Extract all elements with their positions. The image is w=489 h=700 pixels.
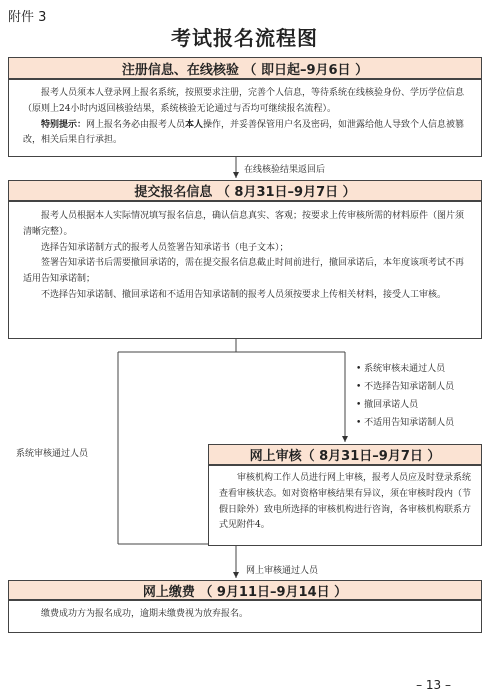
- step1-special-note: 特别提示：网上报名务必由报考人员本人操作，并妥善保管用户名及密码，如泄露给他人导致个人信息被篡改，相关后果自行承担。: [23, 119, 465, 146]
- step3-body: [208, 465, 482, 546]
- special-label: 特别提示：: [41, 119, 87, 130]
- step2-paragraph-2: 选择告知承诺制方式的报考人员签署告知承诺书（电子文本）；: [41, 242, 289, 253]
- page-number: – 13 –: [416, 678, 451, 692]
- step4-body: [8, 600, 482, 633]
- bullet-item: • 系统审核未通过人员: [356, 360, 454, 378]
- label-online-result: 在线核验结果返回后: [244, 165, 326, 175]
- label-online-pass: 网上审核通过人员: [246, 566, 319, 576]
- step1-header: 注册信息、在线核验 （ 即日起–9月6日 ）: [8, 57, 482, 79]
- step3-header: 网上审核（ 8月31日–9月7日 ）: [208, 444, 482, 465]
- attachment-label: 附件 3: [8, 10, 47, 25]
- step2-paragraph-1: 报考人员根据本人实际情况填写报名信息，确认信息真实、客观；按要求上传审核所需的材料原件（图片须清晰完整）。: [23, 211, 465, 237]
- step2-body: [8, 201, 482, 339]
- step4-paragraph: 缴费成功方为报名成功，逾期未缴费视为放弃报名。: [41, 609, 249, 619]
- step4-header: 网上缴费 （ 9月11日–9月14日 ）: [8, 580, 482, 600]
- step3-paragraph: 审核机构工作人员进行网上审核，报考人员应及时登录系统查看审核状态。如对资格审核结果有异议，须在审核时段内（节假日除外）致电所选择的审核机构进行咨询，各审核机构联系方式见附件4。: [219, 473, 472, 531]
- step1-paragraph: 报考人员须本人登录网上报名系统，按照要求注册，完善个人信息，等待系统在线核验身份、学历学位信息（原则上24小时内返回核验结果，系统核验无论通过与否均可继续报名流程）。: [23, 88, 465, 114]
- step2-header: 提交报名信息 （ 8月31日–9月7日 ）: [8, 180, 482, 201]
- step2-paragraph-4: 不选择告知承诺制、撤回承诺和不适用告知承诺制的报考人员须按要求上传相关材料，接受人工审核。: [41, 289, 447, 300]
- bullet-item: • 不适用告知承诺制人员: [356, 414, 454, 432]
- review-bullet-list: [356, 360, 454, 432]
- label-system-pass: 系统审核通过人员: [16, 449, 89, 459]
- page-title: 考试报名流程图: [171, 26, 318, 50]
- bullet-item: • 不选择告知承诺制人员: [356, 378, 454, 396]
- bullet-item: • 撤回承诺人员: [356, 396, 454, 414]
- step2-paragraph-3: 签署告知承诺书后需要撤回承诺的，需在提交报名信息截止时间前进行，撤回承诺后，本年度该项考试不再适用告知承诺制；: [23, 258, 465, 284]
